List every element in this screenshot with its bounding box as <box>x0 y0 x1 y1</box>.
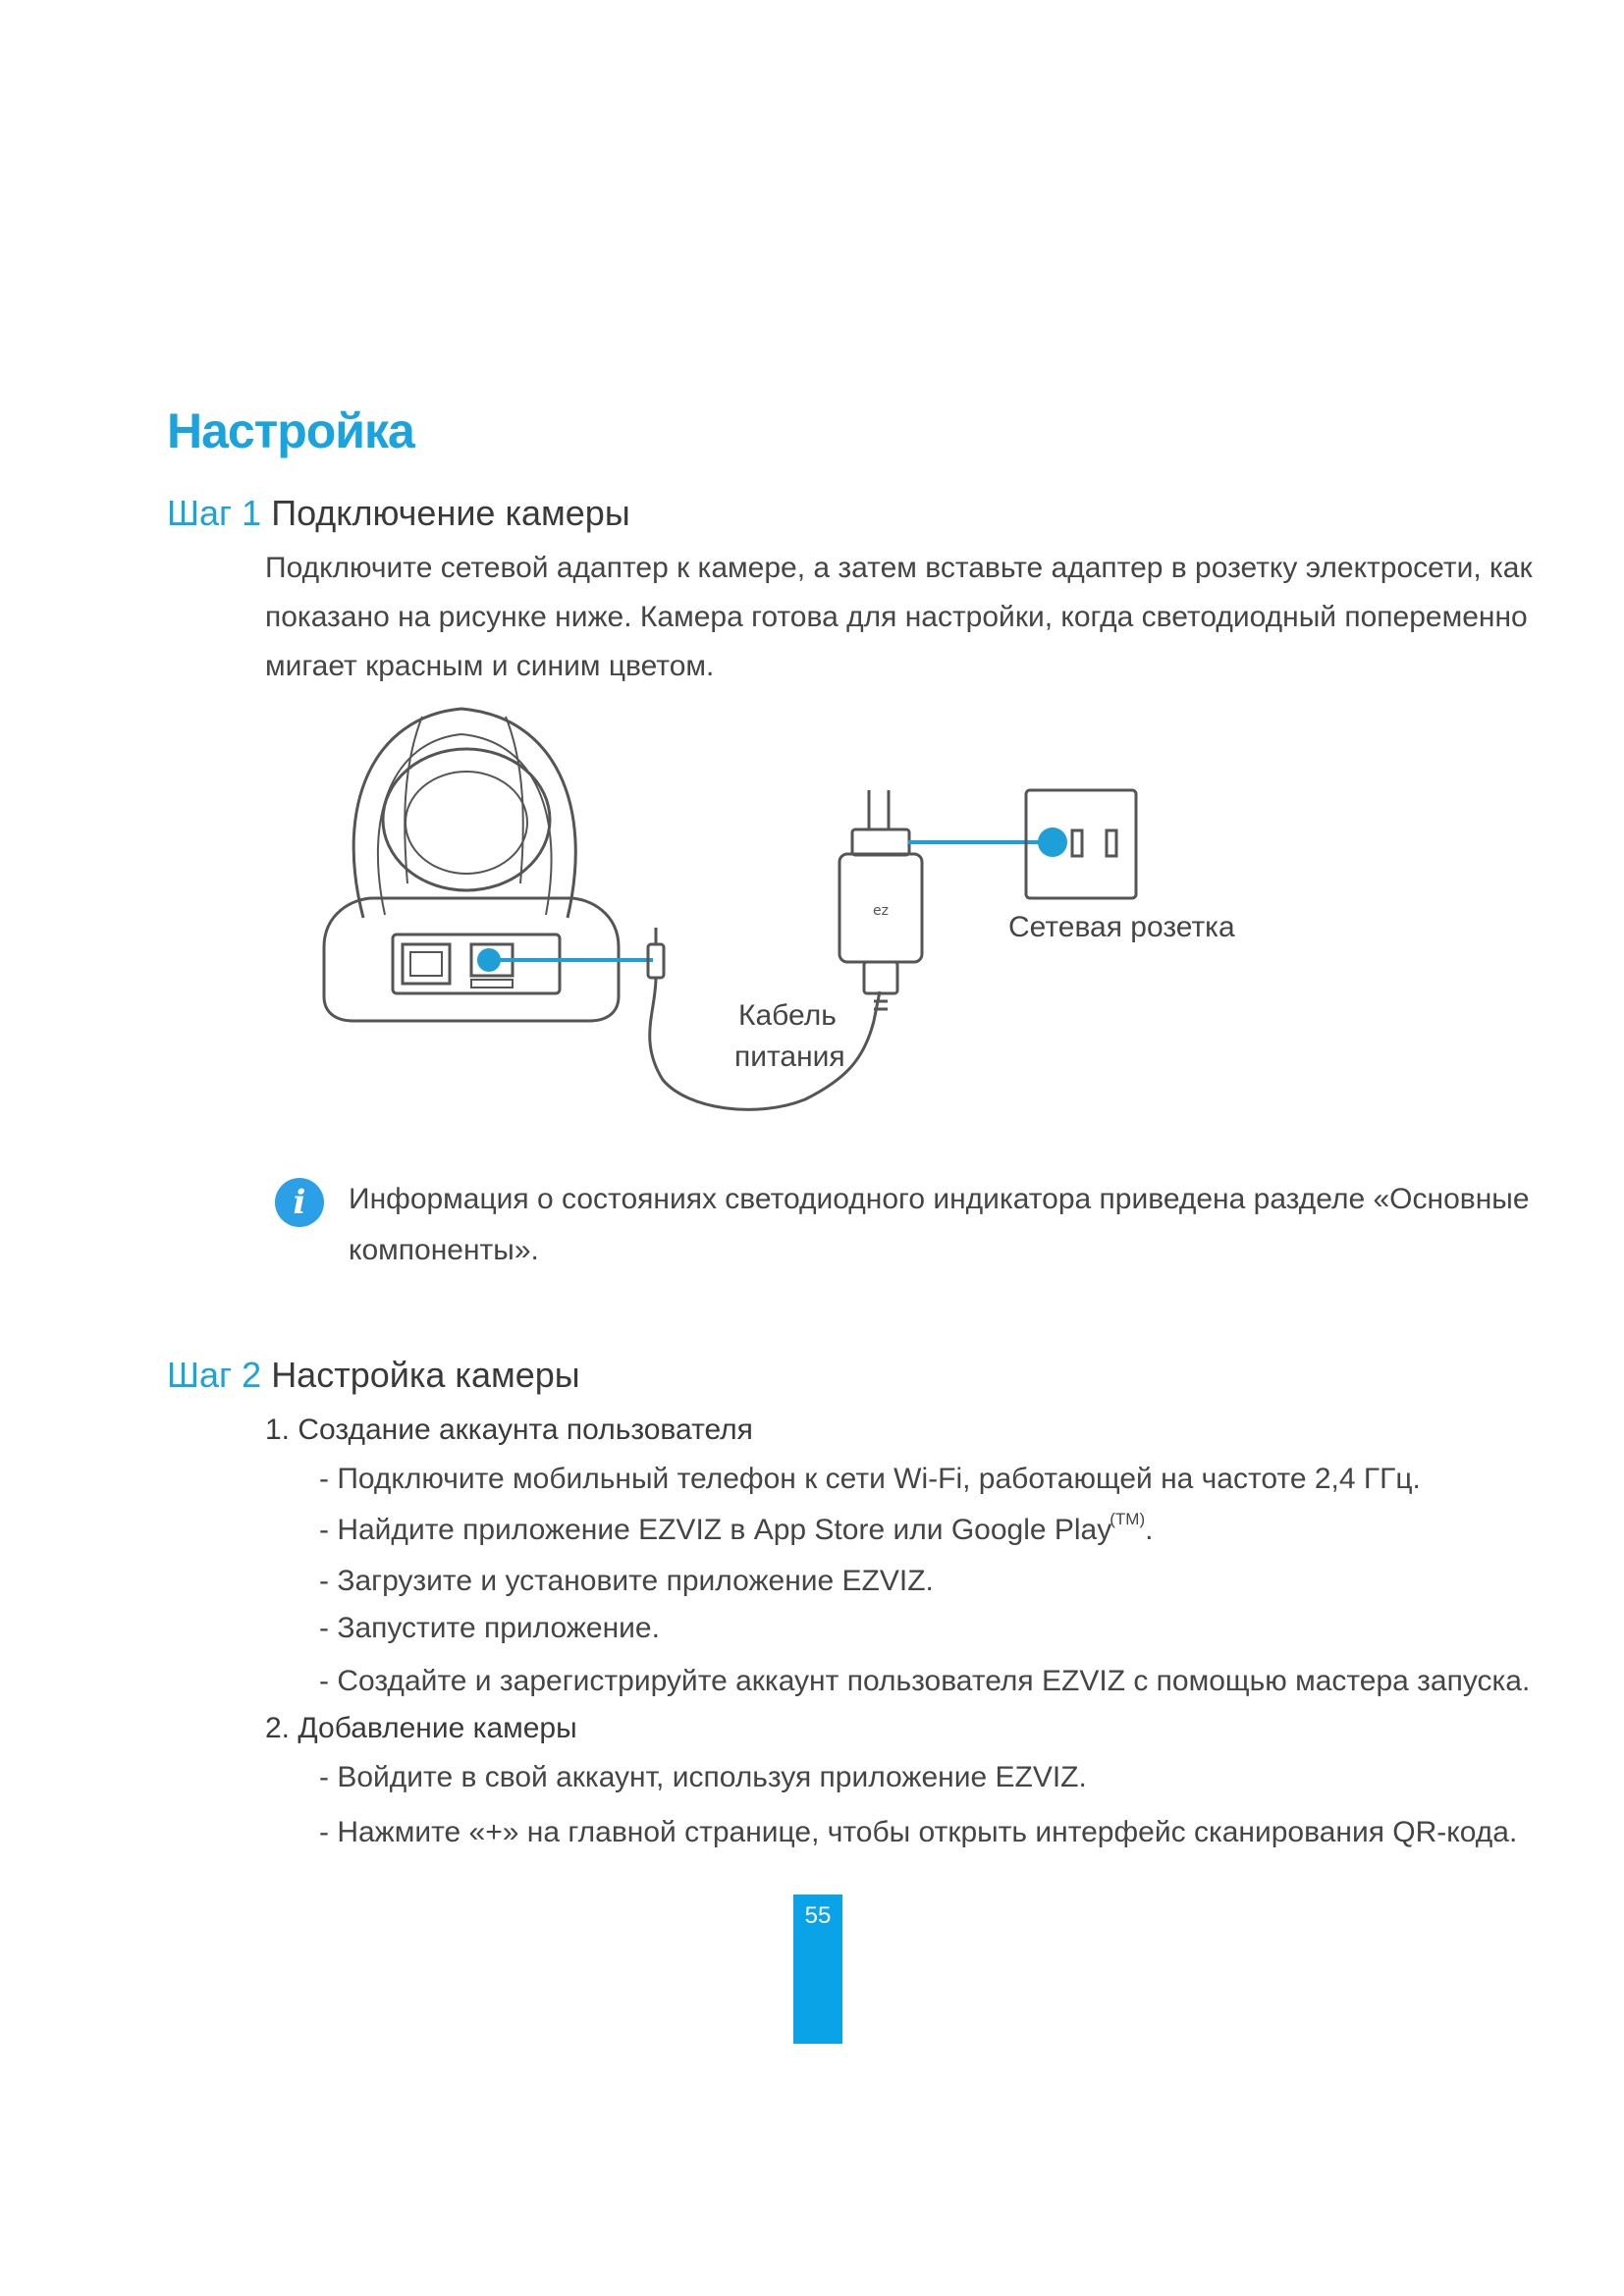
list-item <box>319 1510 1153 1547</box>
list-item: - Загрузите и установите приложение EZVIZ. <box>319 1565 934 1597</box>
list-item-suffix: . <box>1145 1514 1154 1546</box>
list-item: - Войдите в свой аккаунт, используя приложение EZVIZ. <box>319 1761 1087 1793</box>
info-note <box>349 1174 1530 1276</box>
note-line: Информация о состояниях светодиодного индикатора приведена разделе «Основные <box>349 1183 1530 1215</box>
page-title: Настройка <box>167 403 414 458</box>
step2-title: Настройка камеры <box>271 1355 580 1395</box>
step1-number: Шаг 1 <box>167 493 262 533</box>
step2-number: Шаг 2 <box>167 1355 262 1395</box>
list-item: - Подключите мобильный телефон к сети Wi-Fi, работающей на частоте 2,4 ГГц. <box>319 1463 1421 1495</box>
outlet-marker <box>1038 828 1067 857</box>
outlet-label: Сетевая розетка <box>1008 911 1235 943</box>
page-number: 55 <box>804 1902 832 1929</box>
list-item: - Запустите приложение. <box>319 1612 660 1644</box>
sub1-title: 1. Создание аккаунта пользователя <box>265 1414 753 1446</box>
paragraph-line: Подключите сетевой адаптер к камере, а затем вставьте адаптер в розетку электросети, как <box>265 552 1533 584</box>
paragraph-line: мигает красным и синим цветом. <box>265 650 715 682</box>
sub2-title: 2. Добавление камеры <box>265 1712 577 1744</box>
info-icon: i <box>275 1178 324 1227</box>
cable-label-line2: питания <box>734 1041 845 1073</box>
power-adapter-icon <box>839 790 922 1009</box>
step2-heading <box>167 1355 580 1396</box>
list-item: - Создайте и зарегистрируйте аккаунт пользователя EZVIZ с помощью мастера запуска. <box>319 1665 1531 1697</box>
step1-title: Подключение камеры <box>271 493 630 533</box>
paragraph-line: показано на рисунке ниже. Камера готова для настройки, когда светодиодный попеременно <box>265 601 1528 633</box>
note-line: компоненты». <box>349 1234 539 1266</box>
step1-heading <box>167 493 630 534</box>
cable-label-line1: Кабель <box>738 999 837 1032</box>
list-item: - Нажмите «+» на главной странице, чтобы открыть интерфейс сканирования QR-кода. <box>319 1816 1518 1848</box>
step1-paragraph <box>265 544 1533 691</box>
list-item-text: - Найдите приложение EZVIZ в App Store или Google Play <box>319 1514 1112 1546</box>
camera-illustration <box>324 709 619 1021</box>
adapter-logo: ez <box>873 903 889 919</box>
trademark-mark: (TM) <box>1110 1510 1146 1528</box>
